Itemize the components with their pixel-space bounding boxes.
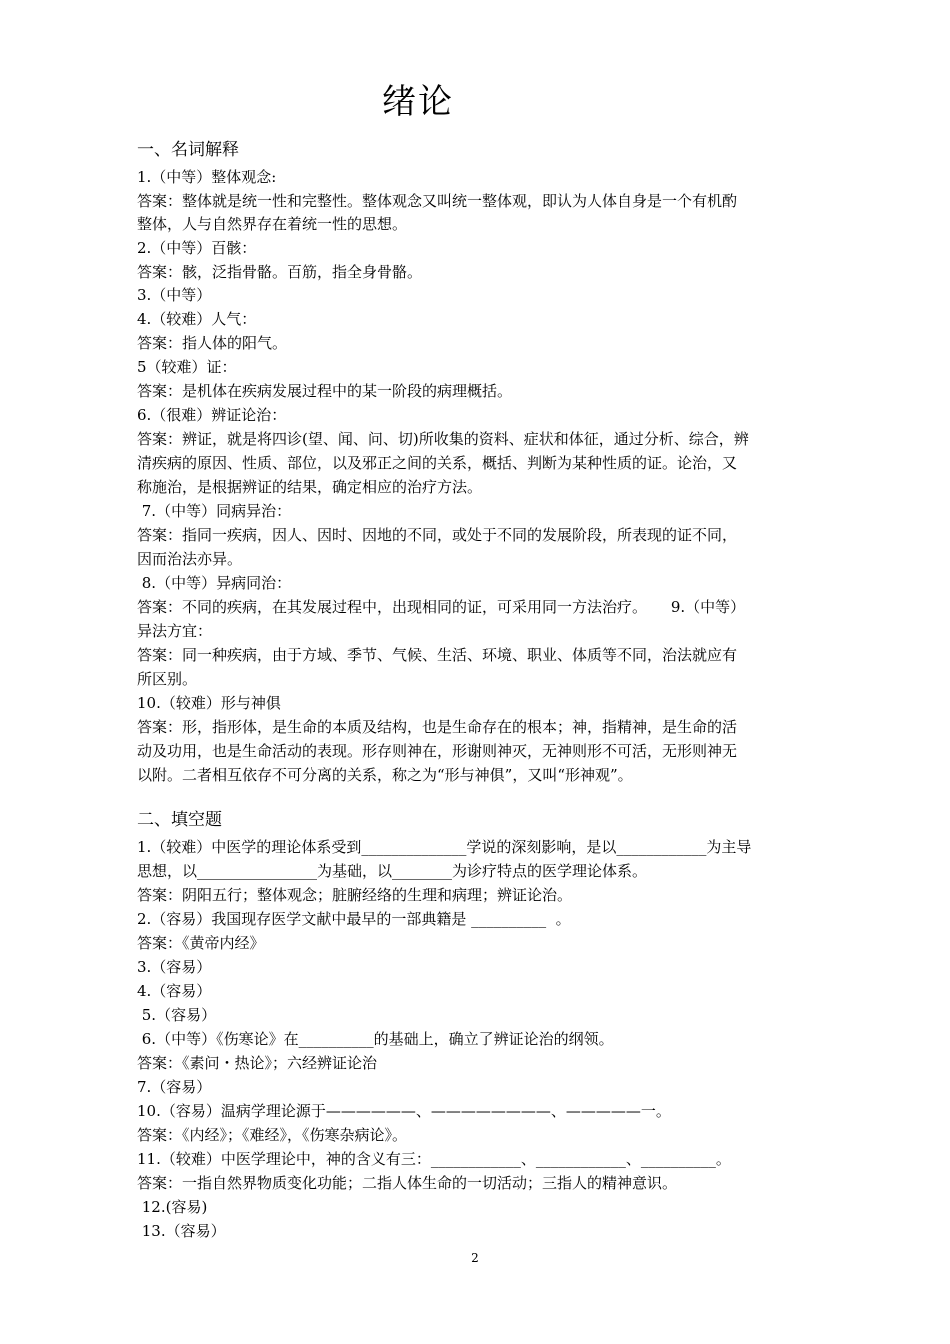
text-line: 答案：辨证，就是将四诊(望、闻、问、切)所收集的资料、症状和体征，通过分析、综合，辨: [137, 430, 749, 448]
text-line: 1.（较难）中医学的理论体系受到______________学说的深刻影响，是以____________为主导: [137, 838, 752, 856]
text-line: 答案：阴阳五行；整体观念；脏腑经络的生理和病理；辨证论治。: [137, 886, 573, 904]
text-line: 答案：骸，泛指骨骼。百筋，指全身骨骼。: [137, 263, 423, 281]
text-line: 答案：指同一疾病，因人、因时、因地的不同，或处于不同的发展阶段，所表现的证不同，: [137, 526, 738, 544]
text-line: 7.（中等）同病异治：: [137, 502, 292, 520]
text-line: 称施治，是根据辨证的结果，确定相应的治疗方法。: [137, 478, 483, 496]
text-line: 答案：一指自然界物质变化功能；二指人体生命的一切活动；三指人的精神意识。: [137, 1174, 678, 1192]
text-line: 思想，以________________为基础，以________为诊疗特点的医学理论体系。: [137, 862, 648, 880]
text-line: 3.（容易）: [137, 958, 212, 976]
text-line: 4.（容易）: [137, 982, 212, 1000]
text-line: 10.（容易）温病学理论源于——————、————————、—————一。: [137, 1102, 671, 1120]
text-line: 答案：《黄帝内经》: [137, 934, 265, 952]
text-line: 1.（中等）整体观念:: [137, 168, 277, 186]
text-line: 整体，人与自然界存在着统一性的思想。: [137, 215, 408, 233]
text-line: 答案：形，指形体，是生命的本质及结构，也是生命存在的根本；神，指精神，是生命的活: [137, 718, 738, 736]
text-line: 13.（容易）: [137, 1222, 226, 1240]
text-line: 11.（较难）中医学理论中，神的含义有三：____________、____________、__________。: [137, 1150, 731, 1168]
text-line: 答案：《素问・热论》；六经辨证论治: [137, 1054, 378, 1072]
text-line: 8.（中等）异病同治：: [137, 574, 292, 592]
document-title: 绪论: [382, 82, 454, 122]
text-line: 2.（中等）百骸：: [137, 239, 257, 257]
text-line: 答案：是机体在疾病发展过程中的某一阶段的病理概括。: [137, 382, 513, 400]
text-line: 5.（容易）: [137, 1006, 217, 1024]
text-line: 3.（中等）: [137, 286, 212, 304]
text-line: 动及功用，也是生命活动的表现。形存则神在，形谢则神灭，无神则形不可活，无形则神无: [137, 742, 738, 760]
text-line: 4.（较难）人气：: [137, 310, 257, 328]
text-line: 清疾病的原因、性质、部位，以及邪正之间的关系，概括、判断为某种性质的证。论治，又: [137, 454, 738, 472]
text-line: 5（较难）证：: [137, 358, 237, 376]
text-line: 答案：不同的疾病，在其发展过程中，出现相同的证，可采用同一方法治疗。 9.（中等）: [137, 598, 746, 616]
page-number: 2: [471, 1251, 479, 1265]
text-line: 因而治法亦异。: [137, 550, 243, 568]
text-line: 答案：《内经》；《难经》，《伤寒杂病论》。: [137, 1126, 408, 1144]
text-line: 7.（容易）: [137, 1078, 212, 1096]
text-line: 答案：指人体的阳气。: [137, 334, 288, 352]
text-line: 6.（很难）辨证论治：: [137, 406, 287, 424]
text-line: 答案：整体就是统一性和完整性。整体观念又叫统一整体观，即认为人体自身是一个有机酌: [137, 192, 738, 210]
text-line: 2.（容易）我国现存医学文献中最早的一部典籍是 __________ 。: [137, 910, 571, 928]
text-line: 所区别。: [137, 670, 198, 688]
text-line: 6.（中等）《伤寒论》在__________的基础上，确立了辨证论治的纲领。: [137, 1030, 614, 1048]
section-heading: 二、填空题: [137, 810, 222, 830]
text-line: 12.(容易): [137, 1198, 208, 1216]
text-line: 以附。二者相互依存不可分离的关系，称之为“形与神俱”，又叫“形神观”。: [137, 766, 633, 784]
section-heading: 一、名词解释: [137, 140, 239, 160]
text-line: 10.（较难）形与神俱: [137, 694, 281, 712]
text-line: 异法方宜：: [137, 622, 213, 640]
text-line: 答案：同一种疾病，由于方域、季节、气候、生活、环境、职业、体质等不同，治法就应有: [137, 646, 738, 664]
